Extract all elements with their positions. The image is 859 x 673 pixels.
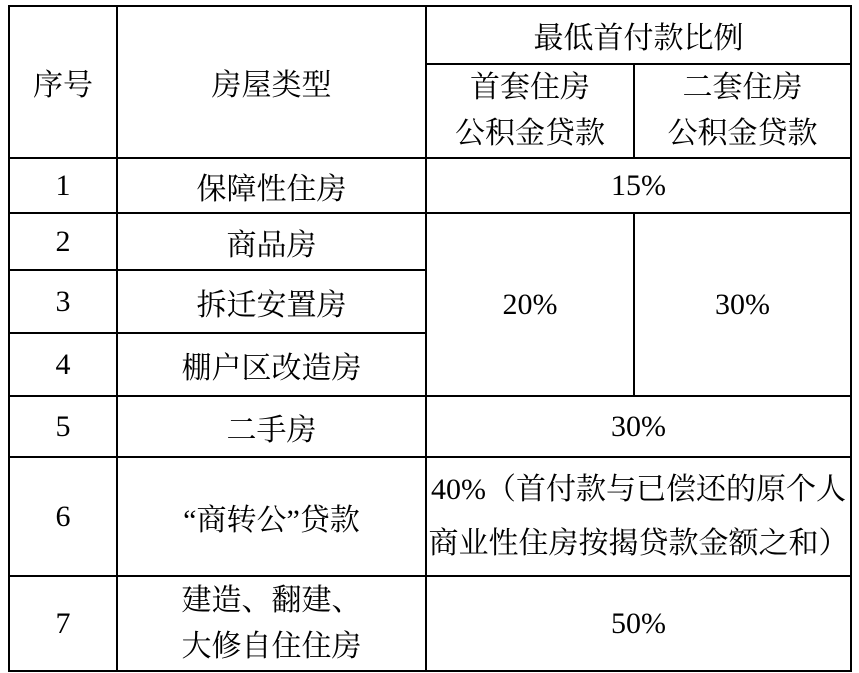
cell-seq-4: 4 — [9, 333, 117, 396]
cell-seq-5: 5 — [9, 396, 117, 457]
cell-seq-2: 2 — [9, 213, 117, 270]
cell-seq-3: 3 — [9, 270, 117, 333]
header-cell-house-type: 房屋类型 — [117, 6, 426, 158]
table-row-5 — [9, 396, 851, 457]
second-home-loan-line1: 二套住房 — [682, 71, 803, 104]
cell-type-1: 保障性住房 — [117, 158, 426, 213]
cell-type-3: 拆迁安置房 — [117, 270, 426, 333]
table-row-7 — [9, 576, 851, 671]
header-row-top — [9, 6, 851, 64]
cell-ratio-7: 50% — [426, 576, 851, 671]
cell-seq-6: 6 — [9, 457, 117, 576]
table-container — [8, 5, 852, 672]
table-row-6 — [9, 457, 851, 576]
header-cell-seq: 序号 — [9, 6, 117, 158]
header-cell-first-home-loan — [426, 64, 634, 158]
cell-type-5: 二手房 — [117, 396, 426, 457]
housing-down-payment-table — [8, 5, 852, 672]
cell-ratio-5: 30% — [426, 396, 851, 457]
cell-ratio-6: 40%（首付款与已偿还的原个人商业性住房按揭贷款金额之和） — [426, 457, 851, 576]
cell-seq-7: 7 — [9, 576, 117, 671]
cell-type-7 — [117, 576, 426, 671]
cell-ratio-second-2-4: 30% — [634, 213, 851, 396]
first-home-loan-line1: 首套住房 — [470, 71, 590, 104]
cell-type-7-line1: 建造、翻建、 — [181, 583, 362, 617]
cell-type-2: 商品房 — [117, 213, 426, 270]
cell-type-7-line2: 大修自住住房 — [181, 629, 362, 663]
table-row-2 — [9, 213, 851, 270]
table-row-1 — [9, 158, 851, 213]
cell-type-6: “商转公”贷款 — [117, 457, 426, 576]
header-cell-second-home-loan — [634, 64, 851, 158]
header-cell-min-down-payment: 最低首付款比例 — [426, 6, 851, 64]
cell-type-4: 棚户区改造房 — [117, 333, 426, 396]
cell-ratio-first-2-4: 20% — [426, 213, 634, 396]
cell-ratio-1: 15% — [426, 158, 851, 213]
first-home-loan-line2: 公积金贷款 — [455, 117, 605, 150]
cell-seq-1: 1 — [9, 158, 117, 213]
second-home-loan-line2: 公积金贷款 — [667, 117, 818, 150]
